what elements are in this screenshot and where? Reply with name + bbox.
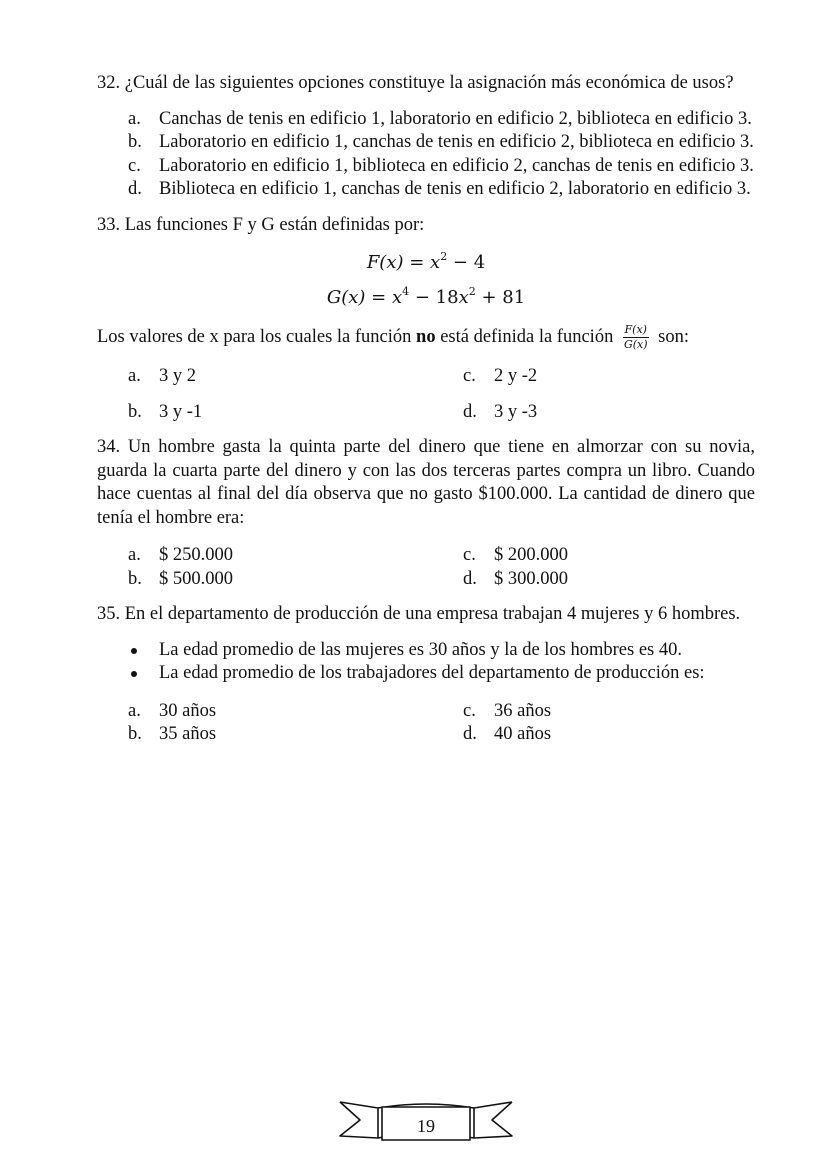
question-33-sentence [97,324,755,351]
bullet-item [128,662,755,686]
sentence-bold: no [416,326,436,347]
option-34-b [128,568,463,592]
option-text: $ 500.000 [159,568,233,589]
question-32-text: 32. ¿Cuál de las siguientes opciones constituye la asignación más económica de usos? [97,73,734,93]
option-text: 30 años [159,700,217,721]
option-text: Laboratorio en edificio 1, canchas de tenis en edificio 2, biblioteca en edificio 3. [159,132,754,152]
question-35 [97,603,755,747]
option-32-d [128,178,755,202]
option-letter: c. [463,545,476,565]
option-text: 3 y -3 [494,401,538,422]
option-letter: d. [463,568,477,589]
option-35-b [128,723,463,747]
option-34-a [128,544,463,568]
option-letter: a. [128,366,141,386]
option-letter: c. [128,155,141,176]
option-34-c [463,544,763,568]
equation-g-var: x [391,286,403,308]
question-35-options [128,700,755,747]
equation-f-lhs: F(x) = [366,252,425,273]
bullet-text: La edad promedio de las mujeres es 30 años y la de los hombres es 40. [159,639,683,660]
option-33-c [463,365,763,389]
option-text: 2 y -2 [494,366,538,386]
option-text: 3 y 2 [159,366,196,386]
option-letter: a. [128,700,141,721]
option-letter: c. [463,700,476,721]
question-32 [97,72,755,202]
fraction-numerator: F(x) [624,323,647,336]
equation-f-rest: − 4 [447,252,486,273]
question-34-text: 34. Un hombre gasta la quinta parte del dinero que tiene en almorzar con su novia, guarda la cuarta parte del dinero y con las dos terceras partes compra un libro. Cuando hace cuentas al final del día observa que no gasto $100.000. La cantidad de dinero que tenía el hombre era: [97,437,755,528]
question-33 [97,214,755,425]
option-text: Biblioteca en edificio 1, canchas de tenis en edificio 2, laboratorio en edificio 3. [159,179,751,199]
option-text: 40 años [494,724,552,744]
sentence-part: está definida la función [435,326,618,347]
option-letter: c. [463,366,476,386]
equation-f-exponent: 2 [440,250,448,263]
option-text: $ 300.000 [494,568,568,589]
option-text: 3 y -1 [159,401,203,422]
equation-g-lhs: G(x) = [326,286,387,308]
option-32-b [128,131,755,155]
page-number: 19 [417,1116,435,1136]
option-text: Laboratorio en edificio 1, biblioteca en edificio 2, canchas de tenis en edificio 3. [159,155,754,176]
option-letter: a. [128,108,141,129]
option-text: 36 años [494,700,552,721]
sentence-part: Los valores de x para los cuales la función [97,326,417,347]
option-33-a [128,365,463,389]
equation-g-mid: − 18 [409,286,459,308]
option-35-d [463,723,763,747]
option-letter: d. [128,179,142,199]
option-letter: b. [128,724,142,744]
question-35-text: 35. En el departamento de producción de una empresa trabajan 4 mujeres y 6 hombres. [97,604,741,624]
option-text: $ 250.000 [159,545,233,565]
fraction-denominator: G(x) [623,338,648,351]
option-33-d [463,401,763,425]
option-35-a [128,700,463,724]
question-32-options [128,108,755,202]
page-footer [338,1098,514,1144]
option-letter: b. [128,401,142,422]
equation-f [97,251,755,275]
equation-f-var: x [430,252,441,273]
option-letter: b. [128,132,142,152]
option-33-b [128,401,463,425]
option-34-d [463,568,763,592]
equation-g-var: x [458,286,469,308]
option-32-c [128,155,755,179]
option-letter: d. [463,401,477,422]
question-34-options [128,544,755,591]
bullet-text: La edad promedio de los trabajadores del departamento de producción es: [159,663,705,683]
option-letter: b. [128,568,142,589]
equation-g-rest: + 81 [475,286,526,308]
option-35-c [463,700,763,724]
bullet-icon [128,639,159,663]
bullet-item [128,639,755,663]
equation-g [97,286,755,310]
option-text: Canchas de tenis en edificio 1, laboratorio en edificio 2, biblioteca en edificio 3. [159,108,752,129]
equation-g-exponent: 4 [402,284,410,298]
option-letter: a. [128,545,141,565]
page-content [97,72,755,759]
question-34 [97,436,755,591]
fraction-f-over-g [622,324,650,351]
question-33-options [128,365,755,424]
equation-g-exponent: 2 [468,284,476,298]
question-35-bullets [128,639,755,686]
option-text: 35 años [159,724,217,744]
sentence-part: son: [653,326,689,347]
option-text: $ 200.000 [494,545,568,565]
question-33-text: 33. Las funciones F y G están definidas por: [97,214,425,235]
option-letter: d. [463,724,477,744]
bullet-icon [128,662,159,686]
option-32-a [128,108,755,132]
